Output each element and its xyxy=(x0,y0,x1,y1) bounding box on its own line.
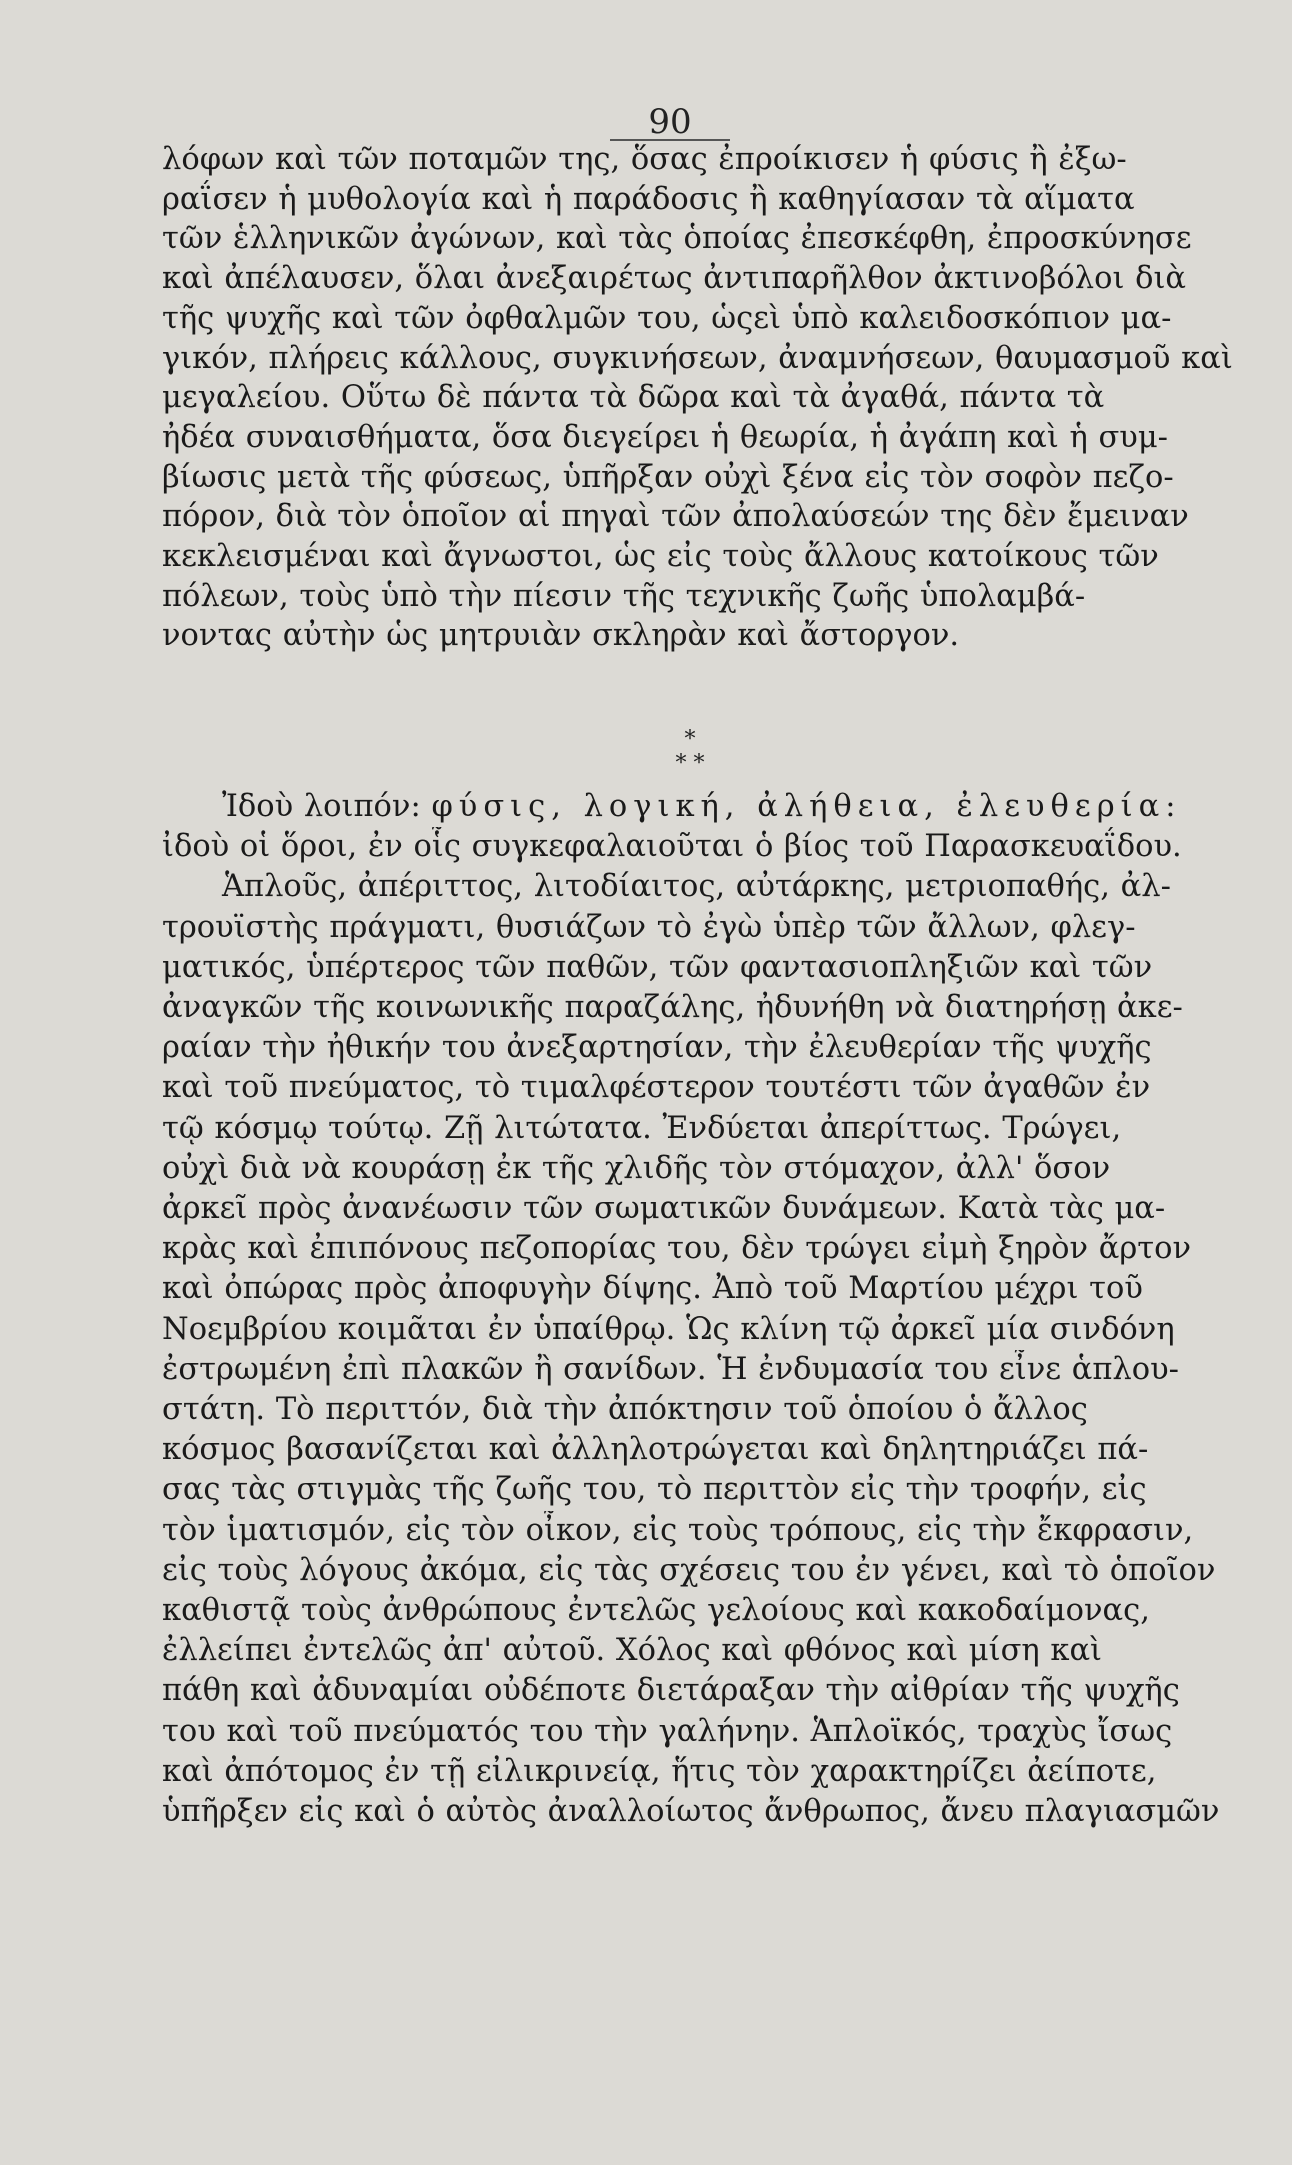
page-number: 90 xyxy=(610,105,730,141)
paragraph-1 xyxy=(162,140,1242,656)
text-line: κόσμος βασανίζεται καὶ ἀλληλοτρώγεται καὶ δηλητηριάζει πά- xyxy=(162,1432,1149,1468)
text-line: Νοεμβρίου κοιμᾶται ἐν ὑπαίθρῳ. Ὡς κλίνη τῷ ἀρκεῖ μία σινδόνη xyxy=(162,1311,1175,1347)
text-line: κρὰς καὶ ἐπιπόνους πεζοπορίας του, δὲν τρώγει εἰμὴ ξηρὸν ἄρτον xyxy=(162,1231,1192,1267)
paragraph-2 xyxy=(162,787,1242,1832)
text-line: κεκλεισμέναι καὶ ἄγνωστοι, ὡς εἰς τοὺς ἄλλους κατοίκους τῶν xyxy=(162,539,1159,575)
text-line: ὑπῆρξεν εἰς καὶ ὁ αὐτὸς ἀναλλοίωτος ἄνθρωπος, ἄνευ πλαγιασμῶν xyxy=(162,1794,1220,1830)
spaced-keywords: φύσις, λογική, ἀλήθεια, ἐλευθερία: xyxy=(431,789,1182,824)
text-line: τρουϊστὴς πράγματι, θυσιάζων τὸ ἐγὼ ὑπὲρ τῶν ἄλλων, φλεγ- xyxy=(162,909,1136,945)
text-line: τῷ κόσμῳ τούτῳ. Ζῇ λιτώτατα. Ἐνδύεται ἀπερίττως. Τρώγει, xyxy=(162,1110,1122,1146)
text-line: ἀρκεῖ πρὸς ἀνανέωσιν τῶν σωματικῶν δυνάμεων. Κατὰ τὰς μα- xyxy=(162,1191,1166,1227)
text-line: πάθη καὶ ἀδυναμίαι οὐδέποτε διετάραξαν τὴν αἰθρίαν τῆς ψυχῆς xyxy=(162,1673,1180,1709)
text-line: Ἁπλοῦς, ἀπέριττος, λιτοδίαιτος, αὐτάρκης, μετριοπαθής, ἀλ- xyxy=(222,869,1171,905)
text-line: ἀναγκῶν τῆς κοινωνικῆς παραζάλης, ἠδυνήθη νὰ διατηρήσῃ ἀκε- xyxy=(162,990,1183,1026)
separator-top-star: * xyxy=(684,727,696,752)
text-line: νοντας αὐτὴν ὡς μητρυιὰν σκληρὰν καὶ ἄστοργον. xyxy=(162,618,960,654)
text-line: ἐστρωμένη ἐπὶ πλακῶν ἢ σανίδων. Ἡ ἐνδυμασία του εἶνε ἁπλου- xyxy=(162,1351,1179,1387)
text-line: οὐχὶ διὰ νὰ κουράσῃ ἐκ τῆς χλιδῆς τὸν στόμαχον, ἀλλ' ὅσον xyxy=(162,1150,1111,1186)
text-line: πόλεων, τοὺς ὑπὸ τὴν πίεσιν τῆς τεχνικῆς ζωῆς ὑπολαμβά- xyxy=(162,578,1086,614)
text-line: τῶν ἑλληνικῶν ἀγώνων, καὶ τὰς ὁποίας ἐπεσκέφθη, ἐπροσκύνησε xyxy=(162,221,1192,257)
text-line-first xyxy=(162,787,1242,827)
text-line: σας τὰς στιγμὰς τῆς ζωῆς του, τὸ περιττὸν εἰς τὴν τροφήν, εἰς xyxy=(162,1472,1147,1508)
text-line: εἰς τοὺς λόγους ἀκόμα, εἰς τὰς σχέσεις του ἐν γένει, καὶ τὸ ὁποῖον xyxy=(162,1552,1216,1588)
text-line: λόφων καὶ τῶν ποταμῶν της, ὅσας ἐπροίκισεν ἡ φύσις ἢ ἐξω- xyxy=(162,142,1127,177)
text-line: καὶ ἀπέλαυσεν, ὅλαι ἀνεξαιρέτως ἀντιπαρῆλθον ἀκτινοβόλοι διὰ xyxy=(162,261,1187,297)
text-line: ἐλλείπει ἐντελῶς ἀπ' αὐτοῦ. Χόλος καὶ φθόνος καὶ μίση καὶ xyxy=(162,1633,1102,1669)
separator-bottom-stars: * * xyxy=(675,751,705,776)
text-line: καὶ ἀπότομος ἐν τῇ εἰλικρινείᾳ, ἥτις τὸν χαρακτηρίζει ἀείποτε, xyxy=(162,1753,1157,1789)
text-line: μεγαλείου. Οὕτω δὲ πάντα τὰ δῶρα καὶ τὰ ἀγαθά, πάντα τὰ xyxy=(162,380,1105,416)
text-line: στάτη. Τὸ περιττόν, διὰ τὴν ἀπόκτησιν τοῦ ὁποίου ὁ ἄλλος xyxy=(162,1392,1088,1428)
text-line: καθιστᾷ τοὺς ἀνθρώπους ἐντελῶς γελοίους καὶ κακοδαίμονας, xyxy=(162,1593,1150,1629)
text-line: τῆς ψυχῆς καὶ τῶν ὀφθαλμῶν του, ὡςεὶ ὑπὸ καλειδοσκόπιον μα- xyxy=(162,300,1172,336)
text-line: γικόν, πλήρεις κάλλους, συγκινήσεων, ἀναμνήσεων, θαυμασμοῦ καὶ xyxy=(162,340,1233,376)
text-line: ἠδέα συναισθήματα, ὅσα διεγείρει ἡ θεωρία, ἡ ἀγάπη καὶ ἡ συμ- xyxy=(162,419,1168,455)
text-line: βίωσις μετὰ τῆς φύσεως, ὑπῆρξαν οὐχὶ ξένα εἰς τὸν σοφὸν πεζο- xyxy=(162,459,1174,495)
text-line: καὶ ὀπώρας πρὸς ἀποφυγὴν δίψης. Ἀπὸ τοῦ Μαρτίου μέχρι τοῦ xyxy=(162,1271,1143,1307)
text-line: ραΐσεν ἡ μυθολογία καὶ ἡ παράδοσις ἢ καθηγίασαν τὰ αἵματα xyxy=(162,181,1135,217)
text-line: ἰδοὺ οἱ ὅροι, ἐν οἷς συγκεφαλαιοῦται ὁ βίος τοῦ Παρασκευαΐδου. xyxy=(162,829,1182,865)
text-line: ραίαν τὴν ἠθικήν του ἀνεξαρτησίαν, τὴν ἐλευθερίαν τῆς ψυχῆς xyxy=(162,1030,1152,1066)
section-separator xyxy=(660,728,720,776)
text-line: τὸν ἱματισμόν, εἰς τὸν οἶκον, εἰς τοὺς τρόπους, εἰς τὴν ἔκφρασιν, xyxy=(162,1512,1194,1548)
text-line: ματικός, ὑπέρτερος τῶν παθῶν, τῶν φαντασιοπληξιῶν καὶ τῶν xyxy=(162,949,1153,985)
line-prefix: Ἰδοὺ λοιπόν: xyxy=(222,789,432,824)
text-line: του καὶ τοῦ πνεύματός του τὴν γαλήνην. Ἁπλοϊκός, τραχὺς ἴσως xyxy=(162,1713,1173,1749)
text-line: καὶ τοῦ πνεύματος, τὸ τιμαλφέστερον τουτέστι τῶν ἀγαθῶν ἐν xyxy=(162,1070,1151,1106)
text-line: πόρον, διὰ τὸν ὁποῖον αἱ πηγαὶ τῶν ἀπολαύσεών της δὲν ἔμειναν xyxy=(162,499,1189,535)
